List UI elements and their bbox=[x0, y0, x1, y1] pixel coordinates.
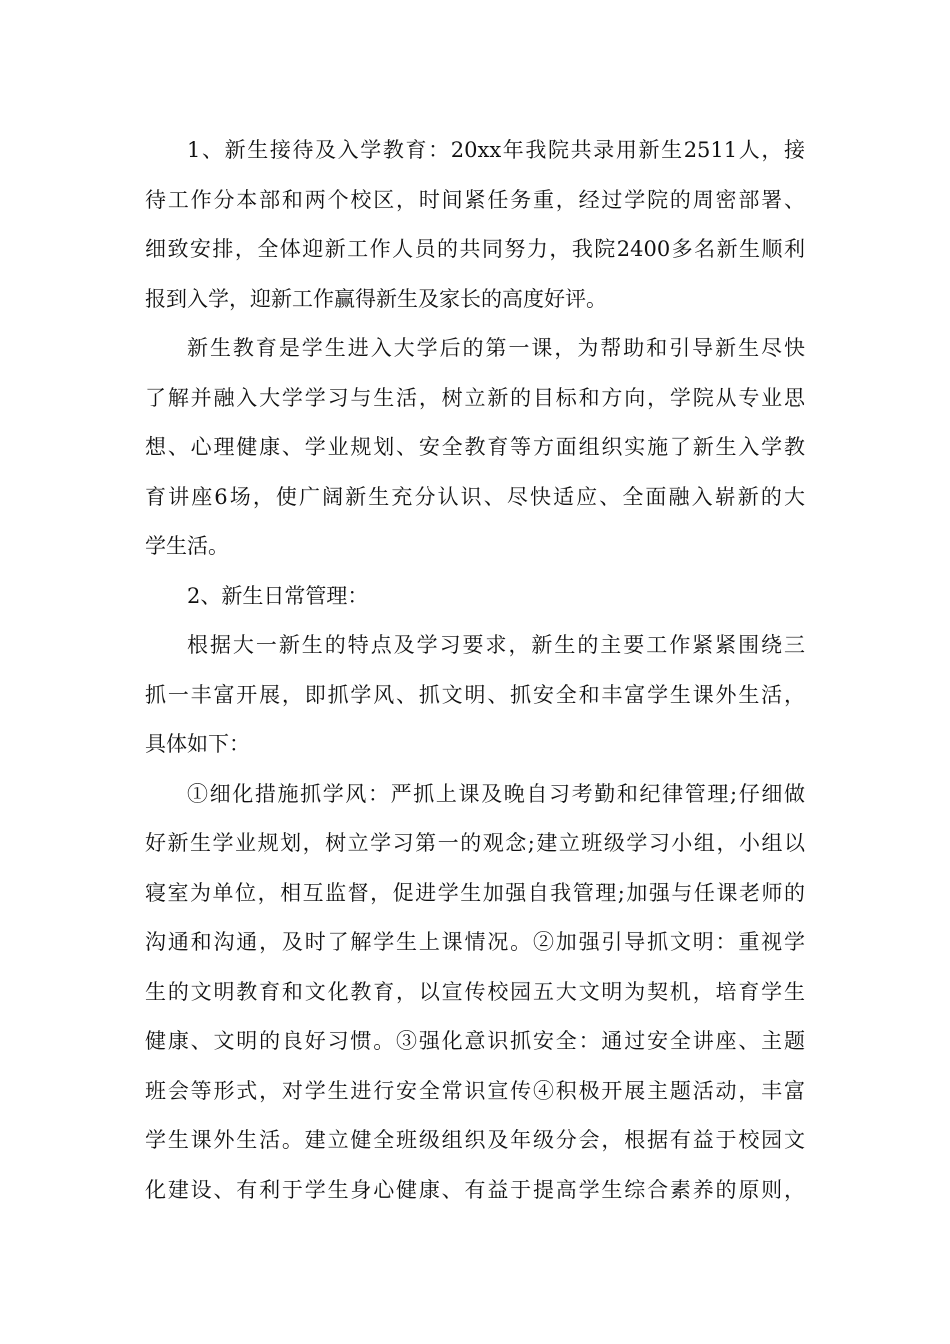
text-line: 生的文明教育和文化教育，以宣传校园五大文明为契机，培育学生 bbox=[145, 979, 805, 1004]
text-line: 2、新生日常管理： bbox=[187, 583, 369, 608]
text-line: 好新生学业规划，树立学习第一的观念;建立班级学习小组，小组以 bbox=[145, 831, 805, 855]
text-line: 学生课外生活。建立健全班级组织及年级分会，根据有益于校园文 bbox=[145, 1128, 805, 1152]
text-line: 育讲座6场，使广阔新生充分认识、尽快适应、全面融入崭新的大 bbox=[145, 484, 805, 509]
text-line: 化建设、有利于学生身心健康、有益于提高学生综合素养的原则， bbox=[145, 1177, 805, 1202]
text-line: 想、心理健康、学业规划、安全教育等方面组织实施了新生入学教 bbox=[145, 435, 805, 459]
text-line: 细致安排，全体迎新工作人员的共同努力，我院2400多名新生顺利 bbox=[145, 237, 805, 261]
text-line: 1、新生接待及入学教育：20xx年我院共录用新生2511人，接 bbox=[187, 138, 805, 162]
text-line: 寝室为单位，相互监督，促进学生加强自我管理;加强与任课老师的 bbox=[145, 880, 805, 905]
paragraph-freshman-reception bbox=[145, 126, 805, 324]
text-line: 待工作分本部和两个校区，时间紧任务重，经过学院的周密部署、 bbox=[145, 187, 805, 212]
text-line: 沟通和沟通，及时了解学生上课情况。②加强引导抓文明：重视学 bbox=[145, 930, 805, 954]
text-line: 报到入学，迎新工作赢得新生及家长的高度好评。 bbox=[145, 286, 607, 311]
text-line: 学生活。 bbox=[145, 534, 229, 558]
paragraph-freshman-education bbox=[145, 324, 805, 572]
text-line: 健康、文明的良好习惯。③强化意识抓安全：通过安全讲座、主题 bbox=[145, 1029, 805, 1053]
text-line: 班会等形式，对学生进行安全常识宣传④积极开展主题活动，丰富 bbox=[145, 1078, 805, 1103]
text-line: 具体如下： bbox=[145, 732, 250, 756]
text-line: 根据大一新生的特点及学习要求，新生的主要工作紧紧围绕三 bbox=[187, 633, 805, 657]
text-line: 了解并融入大学学习与生活，树立新的目标和方向，学院从专业思 bbox=[145, 385, 805, 410]
paragraph-management-overview bbox=[145, 621, 805, 770]
document-page bbox=[145, 126, 805, 1215]
section-heading-daily-management bbox=[145, 572, 805, 622]
paragraph-management-measures bbox=[145, 770, 805, 1216]
text-line: 新生教育是学生进入大学后的第一课，为帮助和引导新生尽快 bbox=[187, 336, 805, 360]
text-line: ①细化措施抓学风：严抓上课及晚自习考勤和纪律管理;仔细做 bbox=[187, 781, 805, 806]
text-line: 抓一丰富开展，即抓学风、抓文明、抓安全和丰富学生课外生活， bbox=[145, 682, 805, 707]
